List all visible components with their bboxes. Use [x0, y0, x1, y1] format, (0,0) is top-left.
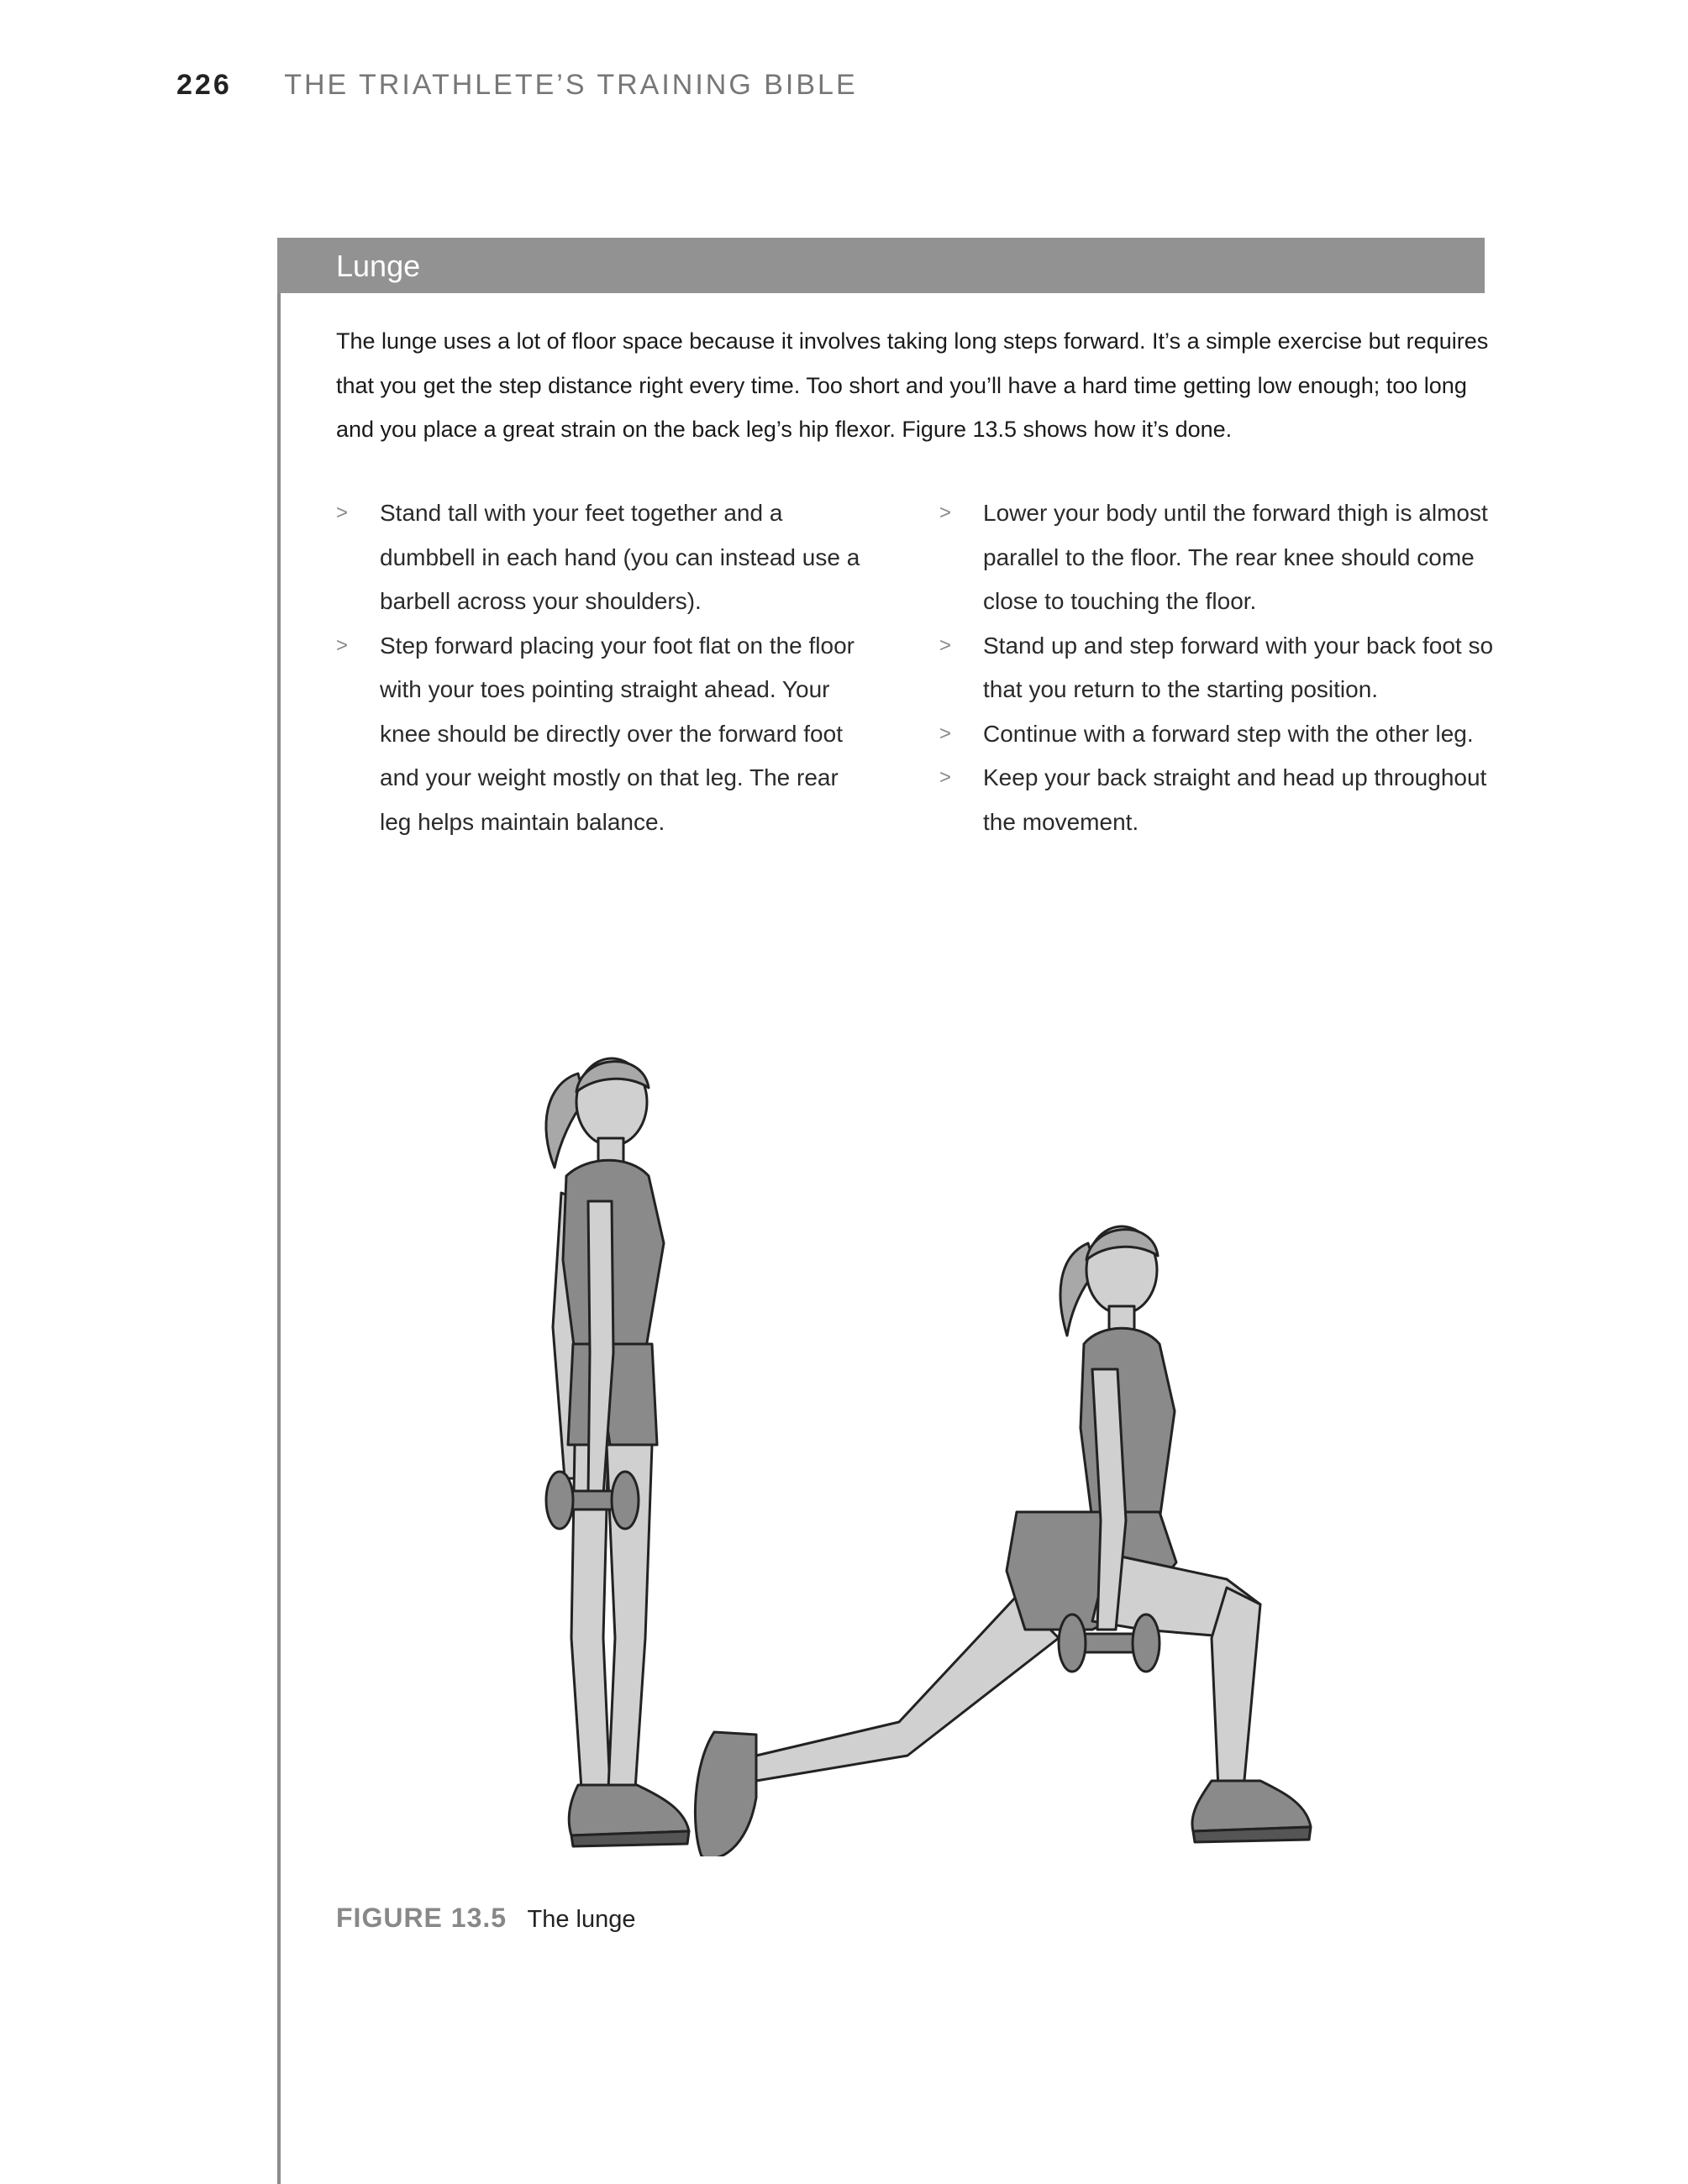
sidebar-rule [277, 238, 281, 2184]
figure-caption-text: The lunge [527, 1906, 636, 1933]
step-item [939, 712, 1494, 757]
lunge-illustration [504, 1050, 1395, 1856]
lunging-figure [695, 1226, 1311, 1856]
step-text: Keep your back straight and head up throughout the movement. [983, 764, 1487, 835]
steps-list-right [939, 491, 1494, 844]
bullet-icon: > [939, 766, 952, 789]
step-item [939, 624, 1494, 712]
step-text: Stand up and step forward with your back foot so that you return to the starting position. [983, 632, 1494, 702]
step-item [336, 624, 874, 845]
figure-caption [336, 1903, 636, 1934]
steps-list-left [336, 491, 874, 844]
step-text: Continue with a forward step with the other leg. [983, 720, 1474, 747]
step-text: Stand tall with your feet together and a dumbbell in each hand (you can instead use a barbell across your shoulders). [380, 500, 860, 614]
section-header-bar [277, 238, 1485, 293]
book-title: THE TRIATHLETE’S TRAINING BIBLE [284, 69, 858, 101]
bullet-icon: > [336, 501, 349, 524]
intro-paragraph: The lunge uses a lot of floor space because it involves taking long steps forward. It’s a simple exercise but requires that you get the step distance right every time. Too short and you’ll have a hard time getting low enough; too long and you place a great strain on the back leg’s hip flexor. Figure 13.5 shows how it’s done. [336, 328, 1489, 442]
step-text: Step forward placing your foot flat on the floor with your toes pointing straight ahead. Your knee should be directly over the forward foot and your weight mostly on that leg. The rear leg helps maintain balance. [380, 632, 855, 835]
step-item [336, 491, 874, 624]
section-title: Lunge [336, 249, 421, 283]
bullet-icon: > [336, 633, 349, 657]
step-item [939, 491, 1494, 624]
step-item [939, 756, 1494, 844]
bullet-icon: > [939, 501, 952, 524]
bullet-icon: > [939, 722, 952, 745]
bullet-icon: > [939, 633, 952, 657]
running-head [176, 69, 858, 111]
page-number: 226 [176, 69, 232, 101]
standing-figure [546, 1058, 689, 1846]
step-text: Lower your body until the forward thigh is almost parallel to the floor. The rear knee should come close to touching the floor. [983, 500, 1488, 614]
figure-label: FIGURE 13.5 [336, 1903, 507, 1933]
